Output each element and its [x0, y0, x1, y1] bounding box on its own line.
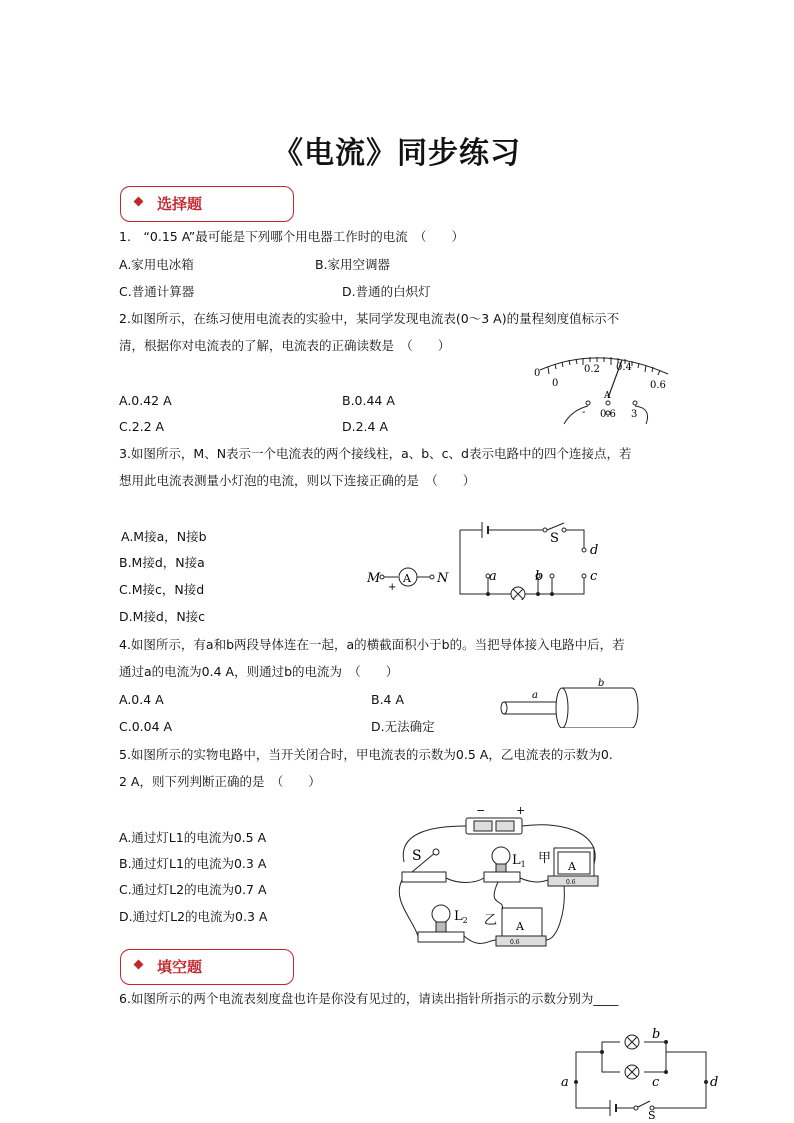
- ammeter-jia-label: 甲: [538, 851, 552, 866]
- q1-option-b: B.家用空调器: [315, 257, 391, 272]
- terminal-M: M: [367, 571, 381, 586]
- q4-option-c: C.0.04 A: [119, 719, 173, 734]
- terminal-3: 3: [631, 409, 638, 420]
- q2-option-d: D.2.4 A: [342, 419, 389, 434]
- scale-label-0.6: 0.6: [650, 380, 666, 391]
- ammeter-symbol-label: A: [604, 391, 611, 401]
- q3-circuit-figure: [452, 514, 602, 600]
- lamp-L1-label: $L_1$: [512, 853, 526, 869]
- point-d: d: [710, 1075, 719, 1090]
- ammeter-yi-label: 乙: [484, 913, 498, 928]
- q5-option-b: B.通过灯L1的电流为0.3 A: [119, 856, 267, 871]
- point-c: c: [590, 569, 598, 584]
- q6-stem: 6.如图所示的两个电流表刻度盘也许是你没有见过的，请读出指针所指示的示数分别为____: [119, 991, 619, 1006]
- q5-option-a: A.通过灯L1的电流为0.5 A: [119, 830, 267, 845]
- q3-option-a: A.M接a，N接b: [121, 529, 207, 544]
- scale-label-0.2: 0.2: [584, 364, 600, 375]
- q5-stem-line1: 5.如图所示的实物电路中，当开关闭合时，甲电流表的示数为0.5 A，乙电流表的示数为0.: [119, 747, 613, 762]
- q3-option-b: B.M接d，N接a: [119, 555, 205, 570]
- q3-option-d: D.M接d，N接c: [119, 609, 206, 624]
- battery-plus: +: [516, 804, 526, 817]
- terminal-0.6: 0.6: [600, 409, 616, 420]
- ammeter-jia-range-0.6: 0.6: [566, 879, 576, 886]
- q4-stem-line1: 4.如图所示，有a和b两段导体连在一起，a的横截面积小于b的。当把导体接入电路中后，若: [119, 637, 625, 652]
- point-a: a: [561, 1075, 569, 1090]
- q1-option-d: D.普通的白炽灯: [342, 284, 431, 299]
- q2-stem-line1: 2.如图所示，在练习使用电流表的实验中，某同学发现电流表(0～3 A)的量程刻度值标示不: [119, 311, 620, 326]
- lamp-L2-label: $L_2$: [454, 909, 468, 925]
- switch-S-label: S: [412, 848, 422, 864]
- q2-option-b: B.0.44 A: [342, 393, 395, 408]
- section-fill-label: 填空题: [157, 958, 203, 976]
- q4-option-a: A.0.4 A: [119, 692, 164, 707]
- terminal-minus: -: [582, 407, 586, 418]
- page-title: 《电流》同步练习: [273, 136, 521, 171]
- q2-option-a: A.0.42 A: [119, 393, 172, 408]
- ammeter-jia-A: A: [568, 860, 576, 873]
- diamond-icon: [134, 960, 144, 970]
- q3-stem-line2: 想用此电流表测量小灯泡的电流，则以下连接正确的是 （ ）: [119, 473, 476, 488]
- q2-stem-line2: 清，根据你对电流表的了解，电流表的正确读数是 （ ）: [119, 338, 451, 353]
- section-choice-tag: [120, 186, 294, 222]
- switch-S: S: [550, 531, 559, 546]
- plus-sign: +: [388, 582, 397, 593]
- q5-physical-circuit-figure: [388, 800, 608, 950]
- conductors-figure: [498, 676, 646, 728]
- switch-S: S: [648, 1109, 656, 1120]
- battery-minus: −: [476, 804, 486, 817]
- diamond-icon: [134, 197, 144, 207]
- point-c: c: [652, 1075, 660, 1090]
- point-b: b: [652, 1027, 661, 1042]
- q6-parallel-circuit-figure: [556, 1024, 726, 1120]
- section-choice-label: 选择题: [157, 195, 203, 213]
- point-a: a: [489, 569, 497, 584]
- scale-label-0-bottom: 0: [552, 378, 559, 389]
- point-d: d: [590, 543, 599, 558]
- ammeter-A: A: [403, 572, 411, 585]
- ammeter-yi-A: A: [516, 920, 524, 933]
- q1-option-a: A.家用电冰箱: [119, 257, 194, 272]
- q5-stem-line2: 2 A，则下列判断正确的是 （ ）: [119, 774, 321, 789]
- conductor-b-label: b: [598, 678, 605, 689]
- q3-option-c: C.M接c，N接d: [119, 582, 205, 597]
- ammeter-dial-figure: [528, 350, 678, 428]
- q1-stem: 1. “0.15 A”最可能是下列哪个用电器工作时的电流 （ ）: [119, 229, 464, 244]
- q5-option-d: D.通过灯L2的电流为0.3 A: [119, 909, 268, 924]
- q4-stem-line2: 通过a的电流为0.4 A，则通过b的电流为 （ ）: [119, 664, 399, 679]
- scale-label-0.4: 0.4: [616, 362, 632, 373]
- point-b: b: [535, 569, 544, 584]
- terminal-N: N: [437, 571, 449, 586]
- q1-option-c: C.普通计算器: [119, 284, 195, 299]
- section-fill-tag: [120, 949, 294, 985]
- q5-option-c: C.通过灯L2的电流为0.7 A: [119, 882, 267, 897]
- q3-stem-line1: 3.如图所示，M、N表示一个电流表的两个接线柱，a、b、c、d表示电路中的四个连接点，若: [119, 446, 632, 461]
- q4-option-b: B.4 A: [371, 692, 405, 707]
- q4-option-d: D.无法确定: [371, 719, 435, 734]
- ammeter-yi-range-0.6: 0.6: [510, 939, 520, 946]
- q2-option-c: C.2.2 A: [119, 419, 165, 434]
- conductor-a-label: a: [532, 690, 538, 701]
- scale-label-0-top: 0: [534, 368, 541, 379]
